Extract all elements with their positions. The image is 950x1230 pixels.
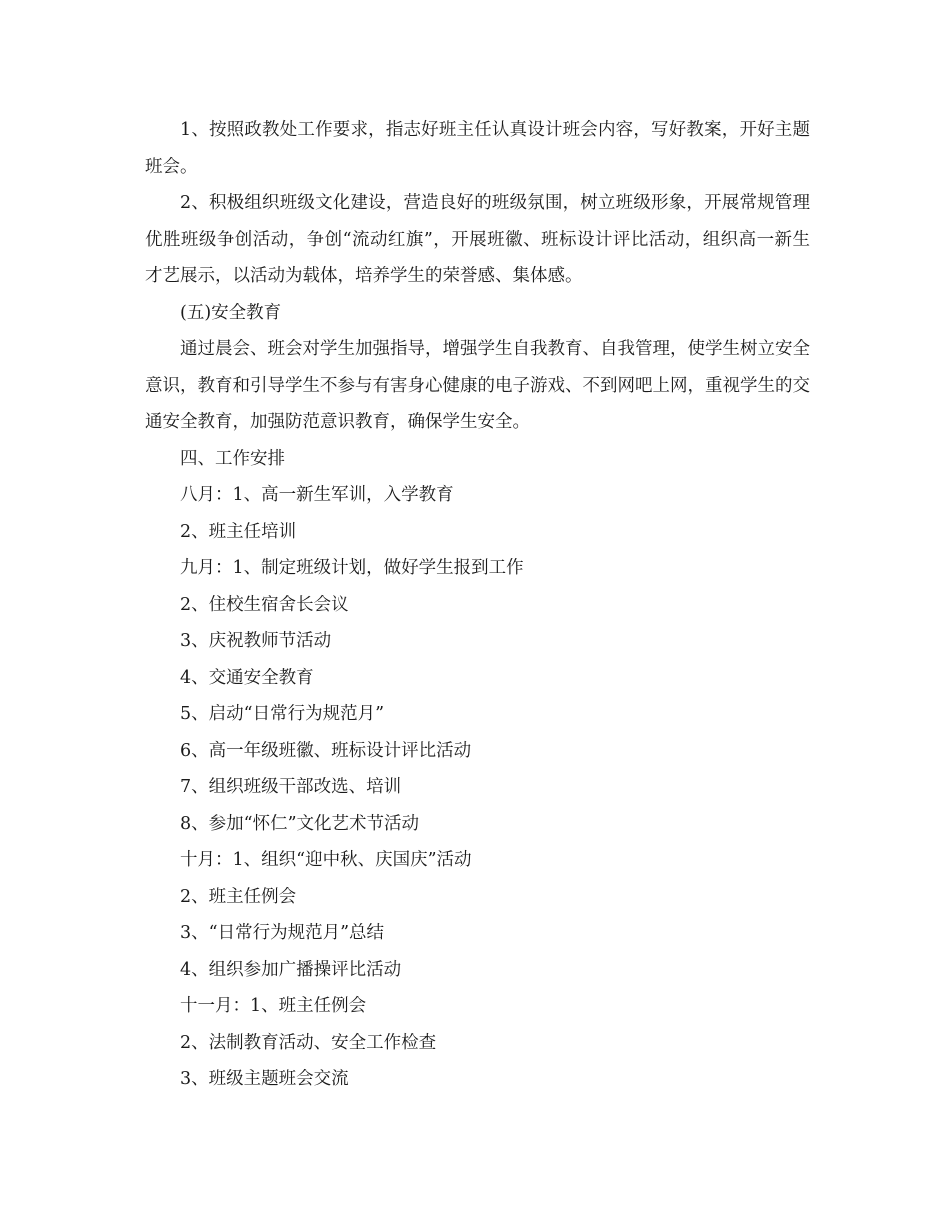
paragraph-theme-class-meeting: 1、按照政教处工作要求，指志好班主任认真设计班会内容，写好教案，开好主题班会。 — [145, 120, 810, 177]
paragraph-class-culture: 2、积极组织班级文化建设，营造良好的班级氛围，树立班级形象，开展常规管理优胜班级争创活动，争创“流动红旗”，开展班徽、班标设计评比活动，组织高一新生才艺展示，以活动为载体，培养学生的荣誉感、集体感。 — [145, 193, 810, 286]
list-item-october-2: 2、班主任例会 — [180, 886, 297, 907]
list-item-august-1: 八月：1、高一新生军训，入学教育 — [180, 485, 454, 505]
list-item-september-4: 4、交通安全教育 — [180, 667, 314, 688]
section-heading-work-schedule: 四、工作安排 — [180, 448, 285, 469]
list-item-september-1: 九月：1、制定班级计划，做好学生报到工作 — [180, 558, 524, 578]
section-heading-safety: (五)安全教育 — [180, 302, 282, 323]
paragraph-safety-education: 通过晨会、班会对学生加强指导，增强学生自我教育、自我管理，使学生树立安全意识，教育和引导学生不参与有害身心健康的电子游戏、不到网吧上网，重视学生的交通安全教育，加强防范意识教育，确保学生安全。 — [145, 339, 810, 432]
list-item-november-3: 3、班级主题班会交流 — [180, 1069, 349, 1089]
list-item-august-2: 2、班主任培训 — [180, 521, 297, 542]
list-item-november-1: 十一月：1、班主任例会 — [180, 996, 367, 1016]
list-item-october-1: 十月：1、组织“迎中秋、庆国庆”活动 — [180, 850, 472, 870]
document-page — [145, 112, 810, 1098]
list-item-october-4: 4、组织参加广播操评比活动 — [180, 959, 402, 980]
list-item-november-2: 2、法制教育活动、安全工作检查 — [180, 1032, 437, 1053]
list-item-september-6: 6、高一年级班徽、班标设计评比活动 — [180, 740, 472, 761]
list-item-september-2: 2、住校生宿舍长会议 — [180, 594, 349, 615]
list-item-october-3: 3、“日常行为规范月”总结 — [180, 923, 385, 943]
list-item-september-8: 8、参加“怀仁”文化艺术节活动 — [180, 813, 420, 834]
list-item-september-7: 7、组织班级干部改选、培训 — [180, 777, 402, 797]
list-item-september-3: 3、庆祝教师节活动 — [180, 631, 332, 651]
list-item-september-5: 5、启动“日常行为规范月” — [180, 704, 385, 724]
